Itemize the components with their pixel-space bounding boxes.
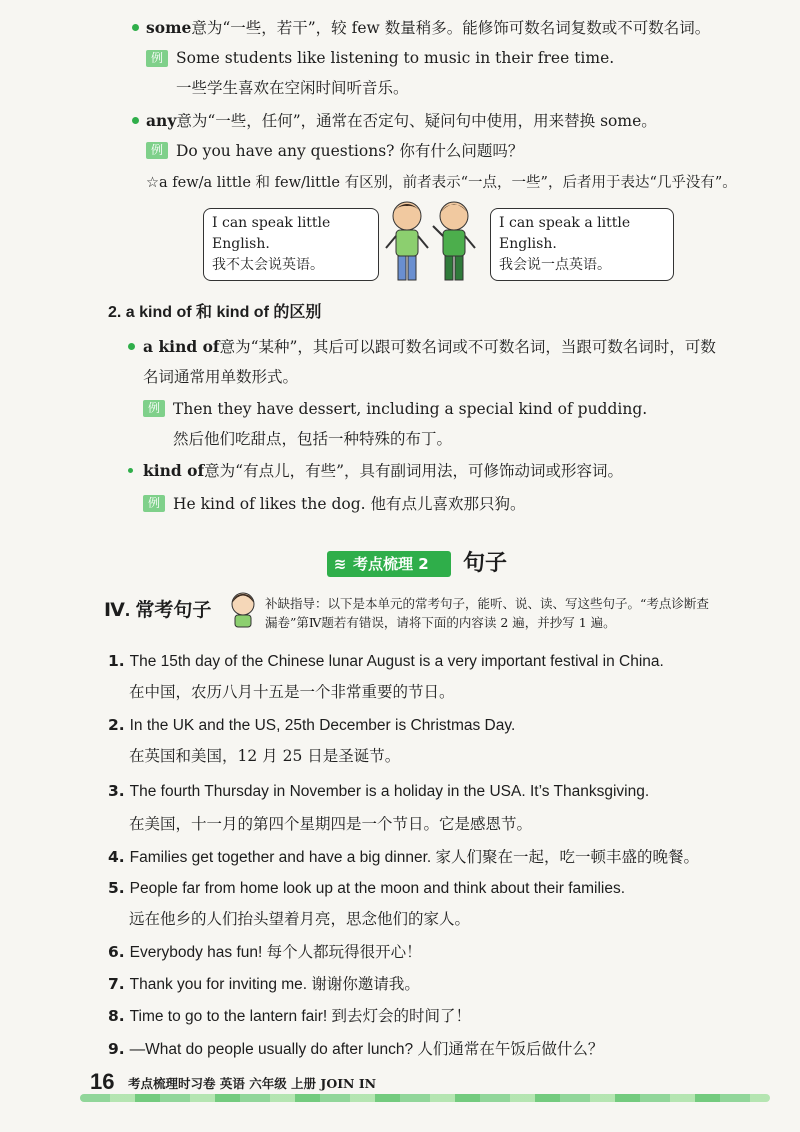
speech-bubble-left	[203, 208, 379, 281]
akindof-definition	[143, 336, 716, 358]
sentence-item	[108, 973, 420, 996]
boys-illustration-icon	[372, 196, 487, 288]
sentence-item	[108, 714, 515, 737]
wave-icon: ≋	[333, 555, 347, 573]
any-desc: 意为“一些，任何”，通常在否定句、疑问句中使用，用来替换 some。	[176, 112, 657, 130]
term-some: some	[146, 18, 192, 37]
term-kind-of: kind of	[143, 461, 205, 480]
akindof-example-cn: 然后他们吃甜点，包括一种特殊的布丁。	[173, 430, 453, 448]
example-tag: 例	[143, 400, 165, 417]
few-little-note: ☆a few/a little 和 few/little 有区别，前者表示“一点，一些”，后者用于表达“几乎没有”。	[146, 175, 737, 191]
footer-decoration	[80, 1094, 770, 1102]
heading-badge	[327, 551, 451, 577]
sentence-cn: 在美国，十一月的第四个星期四是一个节日。它是感恩节。	[129, 815, 533, 833]
sentence-number: 8.	[108, 1007, 125, 1025]
bubble-right-en: I can speak a little English.	[499, 215, 631, 252]
any-definition	[146, 110, 657, 132]
bubble-left-en: I can speak little English.	[212, 215, 331, 252]
sentence-item	[108, 1038, 603, 1061]
bullet-icon	[128, 343, 135, 350]
sentence-en: Everybody has fun! 每个人都玩得很开心！	[129, 944, 422, 961]
sentence-en: In the UK and the US, 25th December is Christmas Day.	[129, 717, 516, 734]
sentence-en: Families get together and have a big dinner. 家人们聚在一起，吃一顿丰盛的晚餐。	[129, 849, 700, 866]
bubble-right-cn: 我会说一点英语。	[499, 257, 611, 273]
sentence-number: 5.	[108, 879, 125, 897]
sentence-item	[108, 941, 422, 964]
section-4-title: Ⅳ. 常考句子	[104, 600, 212, 621]
sentence-number: 4.	[108, 848, 125, 866]
bullet-icon	[128, 468, 133, 473]
speech-bubble-right	[490, 208, 674, 281]
sentence-item	[108, 877, 625, 900]
some-desc: 意为“一些，若干”，较 few 数量稍多。能修饰可数名词复数或不可数名词。	[191, 19, 711, 37]
sentence-number: 1.	[108, 652, 125, 670]
some-definition	[146, 17, 710, 39]
sentence-cn: 远在他乡的人们抬头望着月亮，思念他们的家人。	[129, 910, 471, 928]
example-tag: 例	[143, 495, 165, 512]
term-a-kind-of: a kind of	[143, 337, 220, 356]
kindof-example: He kind of likes the dog. 他有点儿喜欢那只狗。	[173, 495, 526, 513]
sentence-en: —What do people usually do after lunch? 人们通常在午饭后做什么？	[129, 1041, 604, 1058]
sentence-item	[108, 650, 664, 673]
page-number: 16	[90, 1069, 115, 1094]
sentence-cn: 在中国，农历八月十五是一个非常重要的节日。	[129, 683, 455, 701]
some-example-en: Some students like listening to music in their free time.	[176, 49, 615, 67]
sentence-en: People far from home look up at the moon and think about their families.	[129, 880, 626, 897]
example-tag: 例	[146, 50, 168, 67]
sentence-item	[108, 780, 649, 803]
kindof-definition	[143, 460, 623, 482]
sentence-en: The fourth Thursday in November is a holiday in the USA. It’s Thanksgiving.	[129, 783, 650, 800]
guide-line-1: 补缺指导：以下是本单元的常考句子，能听、说、读、写这些句子。“考点诊断查	[265, 596, 709, 611]
sentence-cn: 在英国和美国，12 月 25 日是圣诞节。	[129, 747, 401, 765]
sentence-en: Thank you for inviting me. 谢谢你邀请我。	[129, 976, 420, 993]
sentence-number: 6.	[108, 943, 125, 961]
akindof-desc-2: 名词通常用单数形式。	[143, 368, 299, 386]
badge-label: 考点梳理 2	[353, 555, 429, 573]
akindof-desc-1: 意为“某种”，其后可以跟可数名词或不可数名词，当跟可数名词时，可数	[219, 338, 716, 356]
bubble-left-cn: 我不太会说英语。	[212, 257, 324, 273]
some-example-cn: 一些学生喜欢在空闲时间听音乐。	[176, 79, 409, 97]
sentence-number: 2.	[108, 716, 125, 734]
any-example: Do you have any questions? 你有什么问题吗？	[176, 142, 524, 160]
tutor-girl-icon	[226, 588, 260, 628]
sentence-item	[108, 1005, 471, 1028]
kindof-desc: 意为“有点儿，有些”，具有副词用法，可修饰动词或形容词。	[204, 462, 623, 480]
sentence-number: 3.	[108, 782, 125, 800]
term-any: any	[146, 111, 177, 130]
sentence-en: Time to go to the lantern fair! 到去灯会的时间了！	[129, 1008, 472, 1025]
sentence-number: 9.	[108, 1040, 125, 1058]
sentence-number: 7.	[108, 975, 125, 993]
sentence-item	[108, 846, 699, 869]
akindof-example-en: Then they have dessert, including a special kind of pudding.	[173, 400, 648, 418]
example-tag: 例	[146, 142, 168, 159]
bullet-icon	[132, 117, 139, 124]
heading-title: 句子	[463, 551, 508, 576]
guide-line-2: 漏卷”第Ⅳ题若有错误，请将下面的内容读 2 遍，并抄写 1 遍。	[265, 615, 616, 630]
footer-text: 考点梳理时习卷 英语 六年级 上册 JOIN IN	[128, 1076, 377, 1091]
section-2-title: 2. a kind of 和 kind of 的区别	[108, 304, 322, 321]
sentence-en: The 15th day of the Chinese lunar August is a very important festival in China.	[129, 653, 664, 670]
bullet-icon	[132, 24, 139, 31]
